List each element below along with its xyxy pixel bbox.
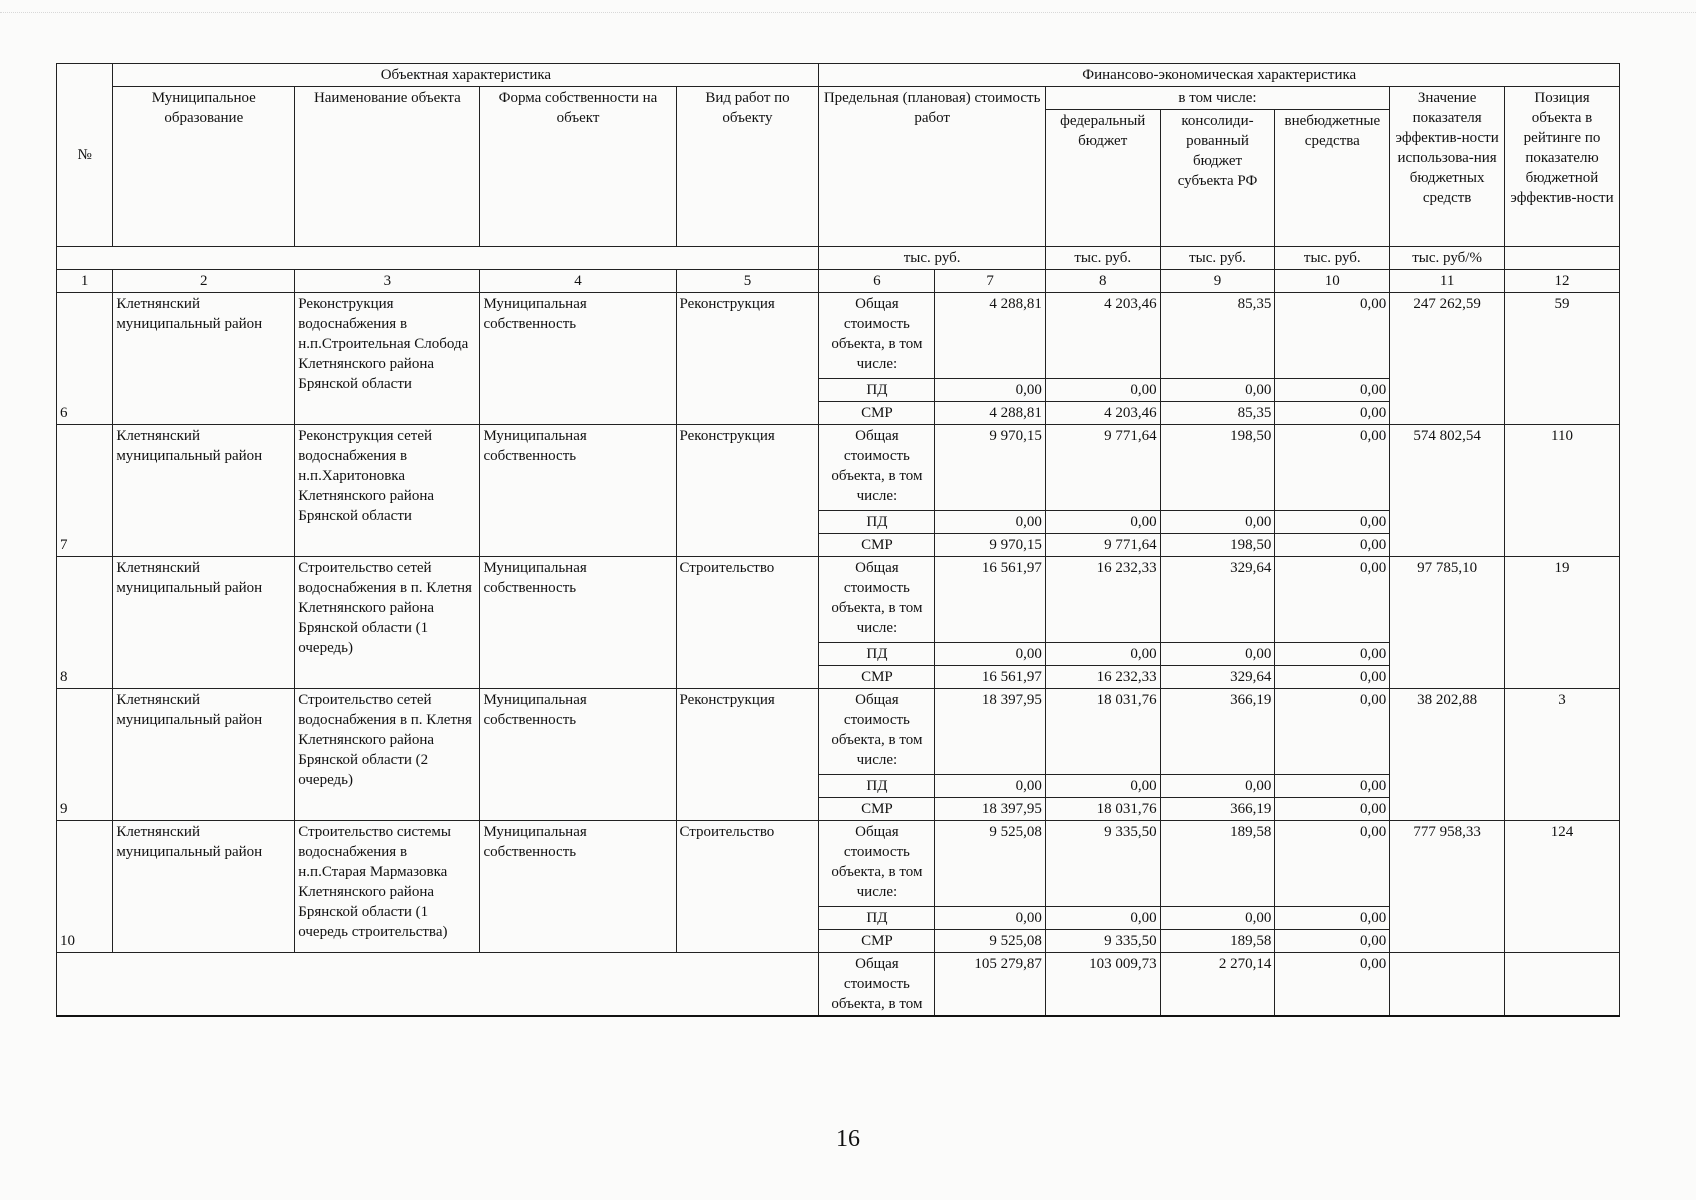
pd-label: ПД <box>819 379 935 402</box>
page-number: 16 <box>836 1126 860 1152</box>
work-type-cell: Строительство <box>676 821 819 953</box>
rating-position: 3 <box>1505 689 1620 821</box>
ownership-cell: Муниципальная собственность <box>480 557 676 689</box>
header-consolidated: консолиди-рованный бюджет субъекта РФ <box>1160 110 1275 247</box>
pd-extrabudget: 0,00 <box>1275 775 1390 798</box>
pd-federal: 0,00 <box>1045 907 1160 930</box>
rating-position: 19 <box>1505 557 1620 689</box>
total-extrabudget: 0,00 <box>1275 557 1390 643</box>
total-empty <box>57 953 819 1017</box>
total-cost: 4 288,81 <box>935 293 1045 379</box>
total-cost: 9 525,08 <box>935 821 1045 907</box>
total-label: Общая стоимость объекта, в том числе: <box>819 557 935 643</box>
rating-position: 124 <box>1505 821 1620 953</box>
column-number: 3 <box>295 270 480 293</box>
efficiency-value: 247 262,59 <box>1390 293 1505 425</box>
pd-federal: 0,00 <box>1045 511 1160 534</box>
smr-federal: 9 771,64 <box>1045 534 1160 557</box>
smr-cost: 9 525,08 <box>935 930 1045 953</box>
smr-extrabudget: 0,00 <box>1275 798 1390 821</box>
unit-position <box>1505 247 1620 270</box>
grand-total-federal: 103 009,73 <box>1045 953 1160 1017</box>
work-type-cell: Реконструкция <box>676 689 819 821</box>
grand-total-cost: 105 279,87 <box>935 953 1045 1017</box>
smr-label: СМР <box>819 666 935 689</box>
row-number: 6 <box>57 293 113 425</box>
pd-label: ПД <box>819 907 935 930</box>
total-federal: 18 031,76 <box>1045 689 1160 775</box>
pd-federal: 0,00 <box>1045 643 1160 666</box>
grand-total-label: Общая стоимость объекта, в том <box>819 953 935 1017</box>
total-label: Общая стоимость объекта, в том числе: <box>819 689 935 775</box>
header-work-type: Вид работ по объекту <box>676 87 819 247</box>
smr-cost: 16 561,97 <box>935 666 1045 689</box>
table-row <box>57 293 1620 379</box>
total-cost: 18 397,95 <box>935 689 1045 775</box>
pd-label: ПД <box>819 775 935 798</box>
total-consolidated: 85,35 <box>1160 293 1275 379</box>
total-consolidated: 329,64 <box>1160 557 1275 643</box>
object-name-cell: Реконструкция сетей водоснабжения в н.п.Харитоновка Клетнянского района Брянской области <box>295 425 480 557</box>
column-number: 7 <box>935 270 1045 293</box>
work-type-cell: Строительство <box>676 557 819 689</box>
row-number: 7 <box>57 425 113 557</box>
pd-cost: 0,00 <box>935 643 1045 666</box>
smr-consolidated: 329,64 <box>1160 666 1275 689</box>
pd-extrabudget: 0,00 <box>1275 643 1390 666</box>
grand-total-extrabudget: 0,00 <box>1275 953 1390 1017</box>
ownership-cell: Муниципальная собственность <box>480 293 676 425</box>
table-row <box>57 425 1620 511</box>
efficiency-value: 97 785,10 <box>1390 557 1505 689</box>
scan-artifact-line <box>0 12 1696 14</box>
smr-cost: 4 288,81 <box>935 402 1045 425</box>
object-name-cell: Реконструкция водоснабжения в н.п.Строительная Слобода Клетнянского района Брянской области <box>295 293 480 425</box>
header-number: № <box>57 64 113 247</box>
pd-extrabudget: 0,00 <box>1275 511 1390 534</box>
smr-consolidated: 189,58 <box>1160 930 1275 953</box>
total-extrabudget: 0,00 <box>1275 293 1390 379</box>
object-name-cell: Строительство системы водоснабжения в н.п.Старая Мармазовка Клетнянского района Брянской области (1 очередь строительства) <box>295 821 480 953</box>
total-federal: 9 335,50 <box>1045 821 1160 907</box>
ownership-cell: Муниципальная собственность <box>480 689 676 821</box>
header-position: Позиция объекта в рейтинге по показателю бюджетной эффектив-ности <box>1505 87 1620 247</box>
rating-position: 59 <box>1505 293 1620 425</box>
header-ownership: Форма собственности на объект <box>480 87 676 247</box>
unit-empty <box>57 247 819 270</box>
rating-position: 110 <box>1505 425 1620 557</box>
column-number: 2 <box>113 270 295 293</box>
pd-consolidated: 0,00 <box>1160 643 1275 666</box>
header-including: в том числе: <box>1045 87 1389 110</box>
municipality-cell: Клетнянский муниципальный район <box>113 821 295 953</box>
smr-extrabudget: 0,00 <box>1275 534 1390 557</box>
row-number: 10 <box>57 821 113 953</box>
header-object-characteristics: Объектная характеристика <box>113 64 819 87</box>
municipality-cell: Клетнянский муниципальный район <box>113 425 295 557</box>
total-label: Общая стоимость объекта, в том числе: <box>819 425 935 511</box>
pd-extrabudget: 0,00 <box>1275 907 1390 930</box>
smr-federal: 4 203,46 <box>1045 402 1160 425</box>
smr-label: СМР <box>819 798 935 821</box>
pd-consolidated: 0,00 <box>1160 379 1275 402</box>
municipality-cell: Клетнянский муниципальный район <box>113 293 295 425</box>
smr-extrabudget: 0,00 <box>1275 402 1390 425</box>
object-name-cell: Строительство сетей водоснабжения в п. Клетня Клетнянского района Брянской области (2 очередь) <box>295 689 480 821</box>
column-number: 8 <box>1045 270 1160 293</box>
total-federal: 16 232,33 <box>1045 557 1160 643</box>
smr-label: СМР <box>819 930 935 953</box>
unit-consolidated: тыс. руб. <box>1160 247 1275 270</box>
total-label: Общая стоимость объекта, в том числе: <box>819 293 935 379</box>
grand-total-efficiency <box>1390 953 1505 1017</box>
grand-total-consolidated: 2 270,14 <box>1160 953 1275 1017</box>
header-federal: федеральный бюджет <box>1045 110 1160 247</box>
total-extrabudget: 0,00 <box>1275 425 1390 511</box>
municipality-cell: Клетнянский муниципальный район <box>113 689 295 821</box>
row-number: 9 <box>57 689 113 821</box>
table-row <box>57 557 1620 643</box>
efficiency-value: 574 802,54 <box>1390 425 1505 557</box>
column-number: 11 <box>1390 270 1505 293</box>
ownership-cell: Муниципальная собственность <box>480 425 676 557</box>
pd-cost: 0,00 <box>935 379 1045 402</box>
ownership-cell: Муниципальная собственность <box>480 821 676 953</box>
smr-label: СМР <box>819 402 935 425</box>
total-label: Общая стоимость объекта, в том числе: <box>819 821 935 907</box>
pd-label: ПД <box>819 643 935 666</box>
table-row <box>57 87 1620 110</box>
pd-label: ПД <box>819 511 935 534</box>
header-efficiency: Значение показателя эффектив-ности использова-ния бюджетных средств <box>1390 87 1505 247</box>
smr-cost: 18 397,95 <box>935 798 1045 821</box>
smr-federal: 16 232,33 <box>1045 666 1160 689</box>
unit-cost: тыс. руб. <box>819 247 1045 270</box>
table-row <box>57 270 1620 293</box>
column-number: 4 <box>480 270 676 293</box>
table-row <box>57 64 1620 87</box>
efficiency-value: 38 202,88 <box>1390 689 1505 821</box>
objects-table <box>56 63 1620 1017</box>
row-number: 8 <box>57 557 113 689</box>
table-row <box>57 247 1620 270</box>
unit-federal: тыс. руб. <box>1045 247 1160 270</box>
total-consolidated: 198,50 <box>1160 425 1275 511</box>
column-number: 6 <box>819 270 935 293</box>
pd-consolidated: 0,00 <box>1160 511 1275 534</box>
column-number: 1 <box>57 270 113 293</box>
smr-extrabudget: 0,00 <box>1275 930 1390 953</box>
total-extrabudget: 0,00 <box>1275 689 1390 775</box>
unit-efficiency: тыс. руб/% <box>1390 247 1505 270</box>
total-extrabudget: 0,00 <box>1275 821 1390 907</box>
work-type-cell: Реконструкция <box>676 293 819 425</box>
pd-consolidated: 0,00 <box>1160 775 1275 798</box>
total-cost: 16 561,97 <box>935 557 1045 643</box>
grand-total-position <box>1505 953 1620 1017</box>
pd-cost: 0,00 <box>935 511 1045 534</box>
municipality-cell: Клетнянский муниципальный район <box>113 557 295 689</box>
total-federal: 9 771,64 <box>1045 425 1160 511</box>
header-max-cost: Предельная (плановая) стоимость работ <box>819 87 1045 247</box>
smr-consolidated: 85,35 <box>1160 402 1275 425</box>
smr-federal: 18 031,76 <box>1045 798 1160 821</box>
efficiency-value: 777 958,33 <box>1390 821 1505 953</box>
pd-cost: 0,00 <box>935 775 1045 798</box>
pd-extrabudget: 0,00 <box>1275 379 1390 402</box>
smr-label: СМР <box>819 534 935 557</box>
header-extrabudget: внебюджетные средства <box>1275 110 1390 247</box>
total-consolidated: 366,19 <box>1160 689 1275 775</box>
smr-consolidated: 366,19 <box>1160 798 1275 821</box>
smr-consolidated: 198,50 <box>1160 534 1275 557</box>
header-object-name: Наименование объекта <box>295 87 480 247</box>
column-number: 10 <box>1275 270 1390 293</box>
pd-federal: 0,00 <box>1045 775 1160 798</box>
pd-cost: 0,00 <box>935 907 1045 930</box>
smr-extrabudget: 0,00 <box>1275 666 1390 689</box>
column-number: 5 <box>676 270 819 293</box>
table-row <box>57 689 1620 775</box>
smr-cost: 9 970,15 <box>935 534 1045 557</box>
work-type-cell: Реконструкция <box>676 425 819 557</box>
unit-extrabudget: тыс. руб. <box>1275 247 1390 270</box>
total-cost: 9 970,15 <box>935 425 1045 511</box>
column-number: 12 <box>1505 270 1620 293</box>
object-name-cell: Строительство сетей водоснабжения в п. Клетня Клетнянского района Брянской области (1 очередь) <box>295 557 480 689</box>
pd-federal: 0,00 <box>1045 379 1160 402</box>
pd-consolidated: 0,00 <box>1160 907 1275 930</box>
smr-federal: 9 335,50 <box>1045 930 1160 953</box>
total-consolidated: 189,58 <box>1160 821 1275 907</box>
column-number: 9 <box>1160 270 1275 293</box>
header-financial-characteristics: Финансово-экономическая характеристика <box>819 64 1620 87</box>
header-municipality: Муниципальное образование <box>113 87 295 247</box>
total-federal: 4 203,46 <box>1045 293 1160 379</box>
table-row <box>57 953 1620 1017</box>
table-row <box>57 821 1620 907</box>
table-body <box>57 64 1620 1017</box>
